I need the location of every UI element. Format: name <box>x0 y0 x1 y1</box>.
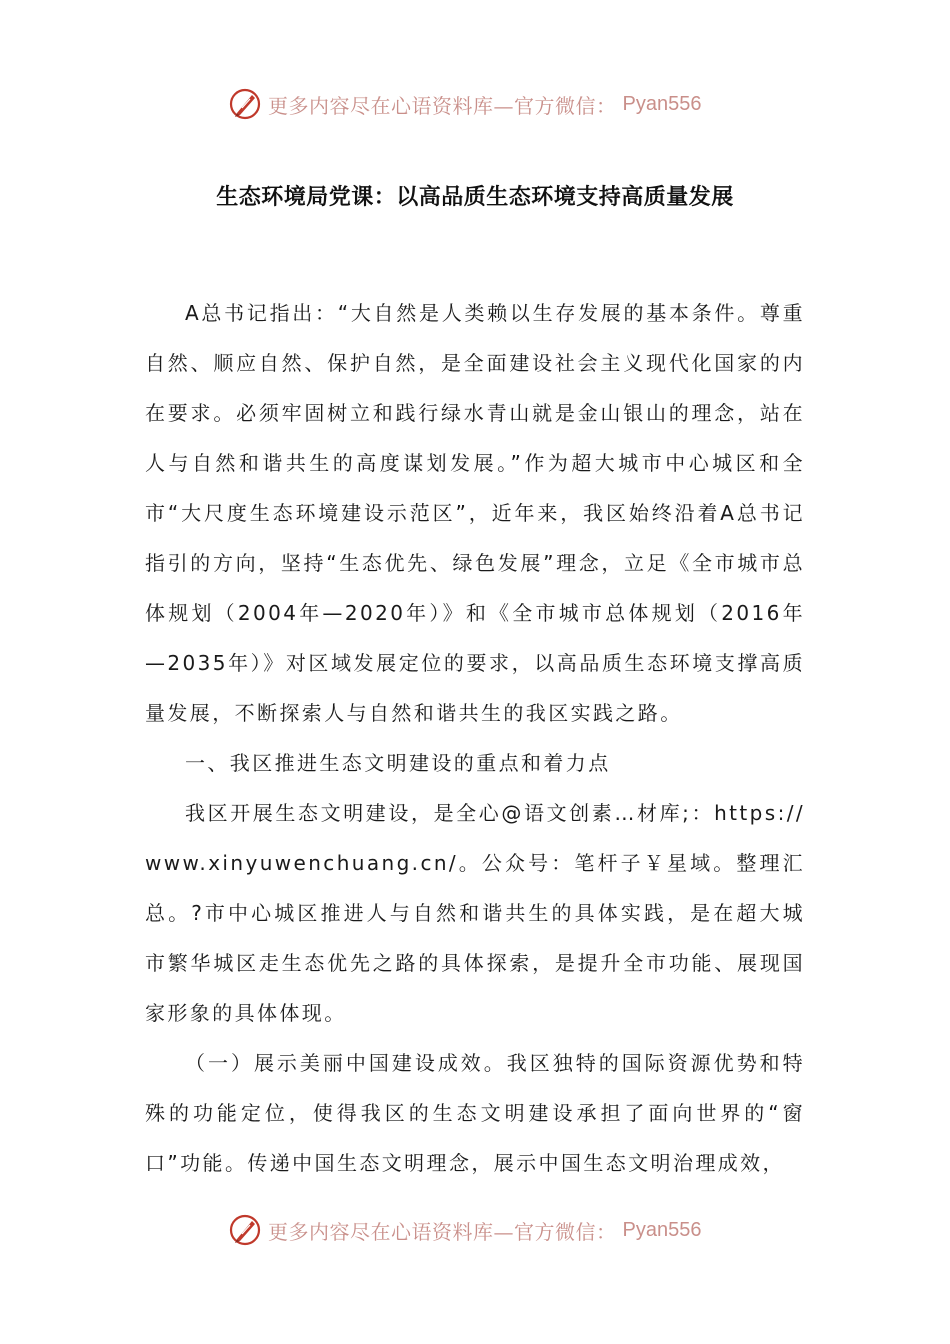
banner-text: 更多内容尽在心语资料库—官方微信： <box>268 1219 617 1244</box>
quill-pen-logo-icon <box>228 1213 262 1247</box>
header-banner <box>228 84 748 124</box>
quill-pen-logo-icon <box>228 87 262 121</box>
paragraph-intro: A总书记指出：“大自然是人类赖以生存发展的基本条件。尊重自然、顺应自然、保护自然，是全面建设社会主义现代化国家的内在要求。必须牢固树立和践行绿水青山就是金山银山的理念，站在人与自然和谐共生的高度谋划发展。”作为超大城市中心城区和全市“大尺度生态环境建设示范区”，近年来，我区始终沿着A总书记指引的方向，坚持“生态优先、绿色发展”理念，立足《全市城市总体规划（2004年—2020年）》和《全市城市总体规划（2016年—2035年）》对区域发展定位的要求，以高品质生态环境支撑高质量发展，不断探索人与自然和谐共生的我区实践之路。 <box>145 301 805 725</box>
document-body <box>145 288 805 1188</box>
banner-wechat-id: Pyan556 <box>622 92 702 115</box>
footer-banner <box>228 1210 748 1250</box>
banner-text: 更多内容尽在心语资料库—官方微信： <box>268 93 617 118</box>
section-heading: 一、我区推进生态文明建设的重点和着力点 <box>185 751 611 775</box>
paragraph-subsection-one: （一）展示美丽中国建设成效。我区独特的国际资源优势和特殊的功能定位，使得我区的生态文明建设承担了面向世界的“窗口”功能。传递中国生态文明理念，展示中国生态文明治理成效， <box>145 1051 805 1175</box>
banner-wechat-id: Pyan556 <box>622 1218 702 1241</box>
paragraph-section-one: 我区开展生态文明建设，是全心@语文创素…材库;：https://www.xinyuwenchuang.cn/。公众号：笔杆子￥星域。整理汇总。?市中心城区推进人与自然和谐共生的具体实践，是在超大城市繁华城区走生态优先之路的具体探索，是提升全市功能、展现国家形象的具体体现。 <box>145 801 805 1025</box>
document-title: 生态环境局党课：以高品质生态环境支持高质量发展 <box>216 185 734 210</box>
